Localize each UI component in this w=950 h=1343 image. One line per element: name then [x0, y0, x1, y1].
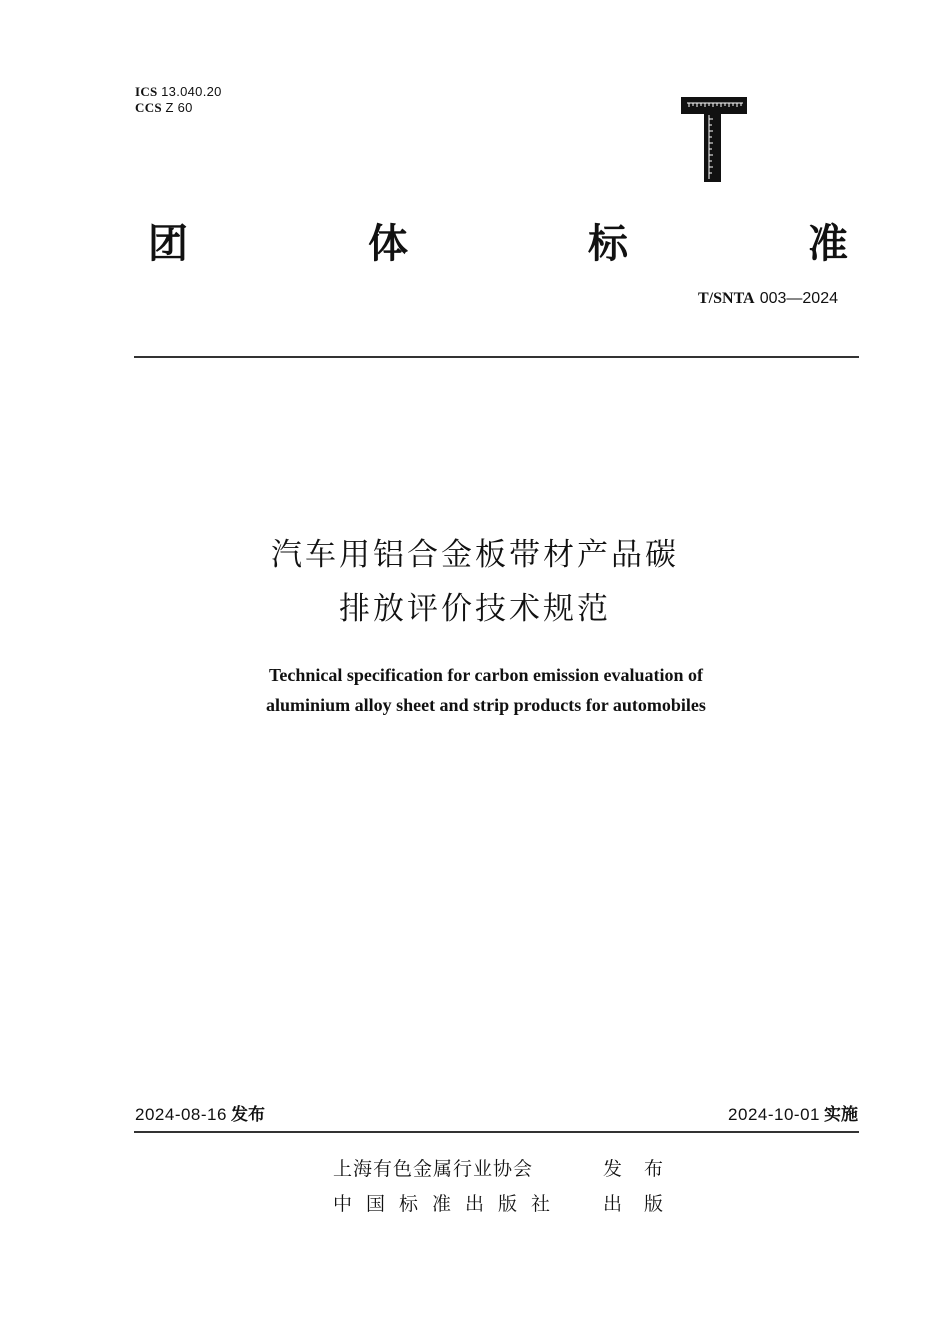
issuer-name: 上海有色金属行业协会: [333, 1158, 534, 1180]
ics-value: 13.040.20: [161, 84, 222, 99]
standard-number-value: 003—2024: [759, 290, 838, 307]
standard-type-heading: [148, 218, 848, 270]
english-title-line-1: Technical specification for carbon emission evaluation of: [269, 665, 703, 685]
classification-codes: [135, 84, 222, 116]
standard-number-prefix: T/SNTA: [698, 290, 755, 307]
group-standard-t-logo: [677, 95, 749, 185]
bottom-divider: [134, 1131, 859, 1133]
issuer-role: 发布: [603, 1158, 686, 1180]
publish-date: [135, 1104, 265, 1126]
ccs-value: Z 60: [165, 100, 193, 115]
english-title-line-2: aluminium alloy sheet and strip products for automobiles: [266, 695, 706, 715]
standard-type-char-2: 体: [368, 221, 408, 267]
publish-date-value: 2024-08-16: [135, 1105, 227, 1124]
standard-number: [698, 288, 838, 309]
ccs-code-row: [135, 100, 222, 116]
press-name: 中国标准出版社: [333, 1193, 565, 1215]
chinese-title-line-1: 汽车用铝合金板带材产品碳: [271, 537, 679, 573]
standard-type-char-3: 标: [588, 221, 628, 267]
ccs-label: CCS: [135, 100, 162, 115]
press-row: [333, 1191, 685, 1217]
standard-type-char-1: 团: [148, 221, 188, 267]
publish-date-label: 发布: [230, 1105, 265, 1125]
chinese-title-line-2: 排放评价技术规范: [339, 591, 611, 627]
top-divider: [134, 356, 859, 358]
implement-date-value: 2024-10-01: [728, 1105, 820, 1124]
issuer-row: [333, 1156, 685, 1182]
chinese-title: [0, 528, 950, 636]
implement-date-label: 实施: [824, 1105, 858, 1125]
implement-date: [728, 1104, 858, 1126]
standard-type-char-4: 准: [808, 221, 848, 267]
ics-code-row: [135, 84, 222, 100]
english-title: [0, 660, 950, 720]
ics-label: ICS: [135, 84, 158, 99]
press-role: 出版: [603, 1193, 686, 1215]
